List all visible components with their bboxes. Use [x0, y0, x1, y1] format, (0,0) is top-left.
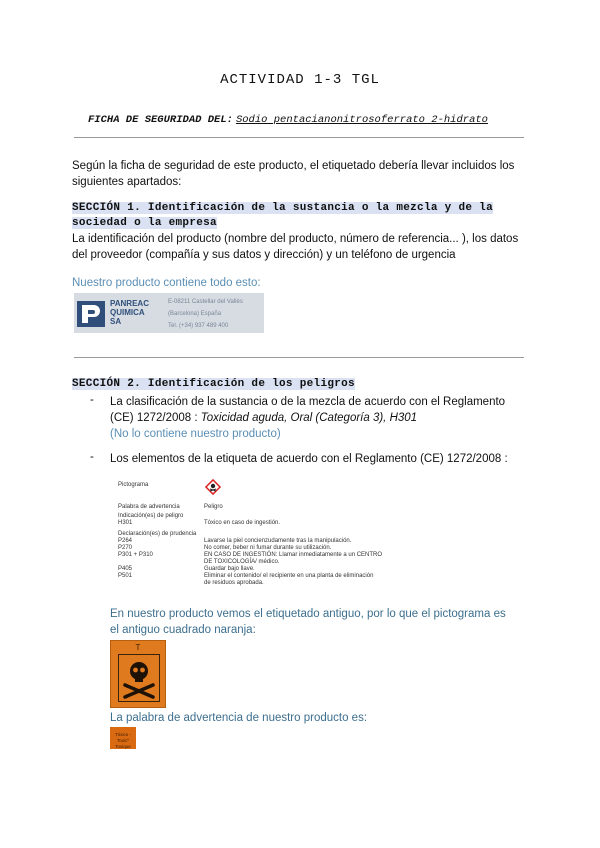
skull-crossbones-icon: [118, 654, 160, 702]
stamp-s1: E-08211 Castellar del Vallès: [168, 299, 243, 305]
divider: [74, 137, 524, 138]
label-p5-text: Eliminar el contenido/ el recipiente en una planta de eliminación: [204, 573, 374, 579]
section-2-item-1: [110, 394, 530, 442]
skull-ghs-icon: [204, 478, 222, 498]
toxbox-l2: Toxique: [115, 744, 131, 749]
label-precaution: Declaración(es) de prudencia: [118, 531, 197, 537]
supplier-stamp-image: [74, 293, 264, 333]
label-pictogram: Pictograma: [118, 482, 149, 488]
label-p4-text: Guardar bajo llave.: [204, 566, 255, 572]
label-h-code: H301: [118, 520, 133, 526]
label-hazard: Indicación(es) de peligro: [118, 513, 184, 519]
old-toxic-pictogram: [110, 640, 166, 708]
label-signal-value: Peligro: [204, 504, 223, 510]
old-pictogram-note: En nuestro producto vemos el etiquetado antiguo, por lo que el pictograma es el antiguo cuadrado naranja:: [110, 608, 506, 636]
section-1-heading: [72, 201, 527, 231]
stamp-l3: SA: [110, 317, 122, 326]
section-2-item-2: Los elementos de la etiqueta de acuerdo con el Reglamento (CE) 1272/2008 :: [110, 453, 508, 465]
section-1-heading-l1: SECCIÓN 1. Identificación de la sustancia o la mezcla y de la: [72, 202, 493, 214]
panreac-logo-icon: [77, 301, 105, 327]
toxbox-l1: Tóxico - Toxicº: [114, 732, 131, 743]
label-h-text: Tóxico en caso de ingestión.: [204, 520, 281, 526]
stamp-l2: QUIMICA: [110, 308, 145, 317]
section-1-note: Nuestro producto contiene todo esto:: [72, 277, 261, 289]
label-p3-text-2: DE TOXICOLOGÍA/ médico.: [204, 559, 280, 565]
substance-name: Sodio pentacianonitrosoferrato 2-hidrato: [235, 114, 488, 126]
ficha-label: FICHA DE SEGURIDAD DEL:: [88, 114, 233, 126]
label-p3-text: EN CASO DE INGESTIÓN: Llamar inmediatamente a un CENTRO: [204, 552, 383, 558]
label-elements-image: [118, 478, 448, 586]
stamp-s2: (Barcelona) España: [168, 311, 222, 317]
bullet-dash: -: [90, 394, 94, 406]
section-1-heading-l2: sociedad o la empresa: [72, 217, 217, 229]
item-1-text: La clasificación de la sustancia o de la mezcla de acuerdo con el Reglamento (CE) 1272/2008 :: [110, 396, 506, 424]
signal-word-note: La palabra de advertencia de nuestro producto es:: [110, 712, 368, 724]
label-p5-text-2: de residuos aprobada.: [204, 580, 264, 586]
stamp-s3: Tel. (+34) 937 489 400: [168, 323, 229, 329]
page-title: ACTIVIDAD 1-3 TGL: [220, 72, 380, 88]
label-p5: P501: [118, 573, 133, 579]
intro-paragraph: Según la ficha de seguridad de este producto, el etiquetado debería llevar incluidos los siguientes apartados:: [72, 160, 515, 188]
label-p4: P405: [118, 566, 133, 572]
stamp-l1: PANREAC: [110, 299, 149, 308]
bullet-dash: -: [90, 451, 94, 463]
label-p1: P264: [118, 538, 133, 544]
label-p2: P270: [118, 545, 133, 551]
label-p1-text: Lavarse la piel concienzudamente tras la manipulación.: [204, 538, 352, 544]
section-2-heading: [72, 377, 527, 392]
item-1-note: (No lo contiene nuestro producto): [110, 428, 281, 440]
item-1-classification: Toxicidad aguda, Oral (Categoría 3), H301: [200, 412, 418, 424]
toxic-signal-box: [110, 727, 136, 749]
divider: [74, 357, 524, 358]
label-p2-text: No comer, beber ni fumar durante su utilización.: [204, 545, 332, 551]
section-2-heading-text: SECCIÓN 2. Identificación de los peligros: [72, 378, 355, 390]
label-p3: P301 + P310: [118, 552, 153, 558]
ficha-line: [88, 114, 488, 126]
label-signal: Palabra de advertencia: [118, 504, 180, 510]
section-1-body: La identificación del producto (nombre del producto, número de referencia... ), los datos del proveedor (compañía y sus datos y dirección) y un teléfono de urgencia: [72, 233, 519, 261]
pictogram-letter: T: [135, 643, 141, 652]
